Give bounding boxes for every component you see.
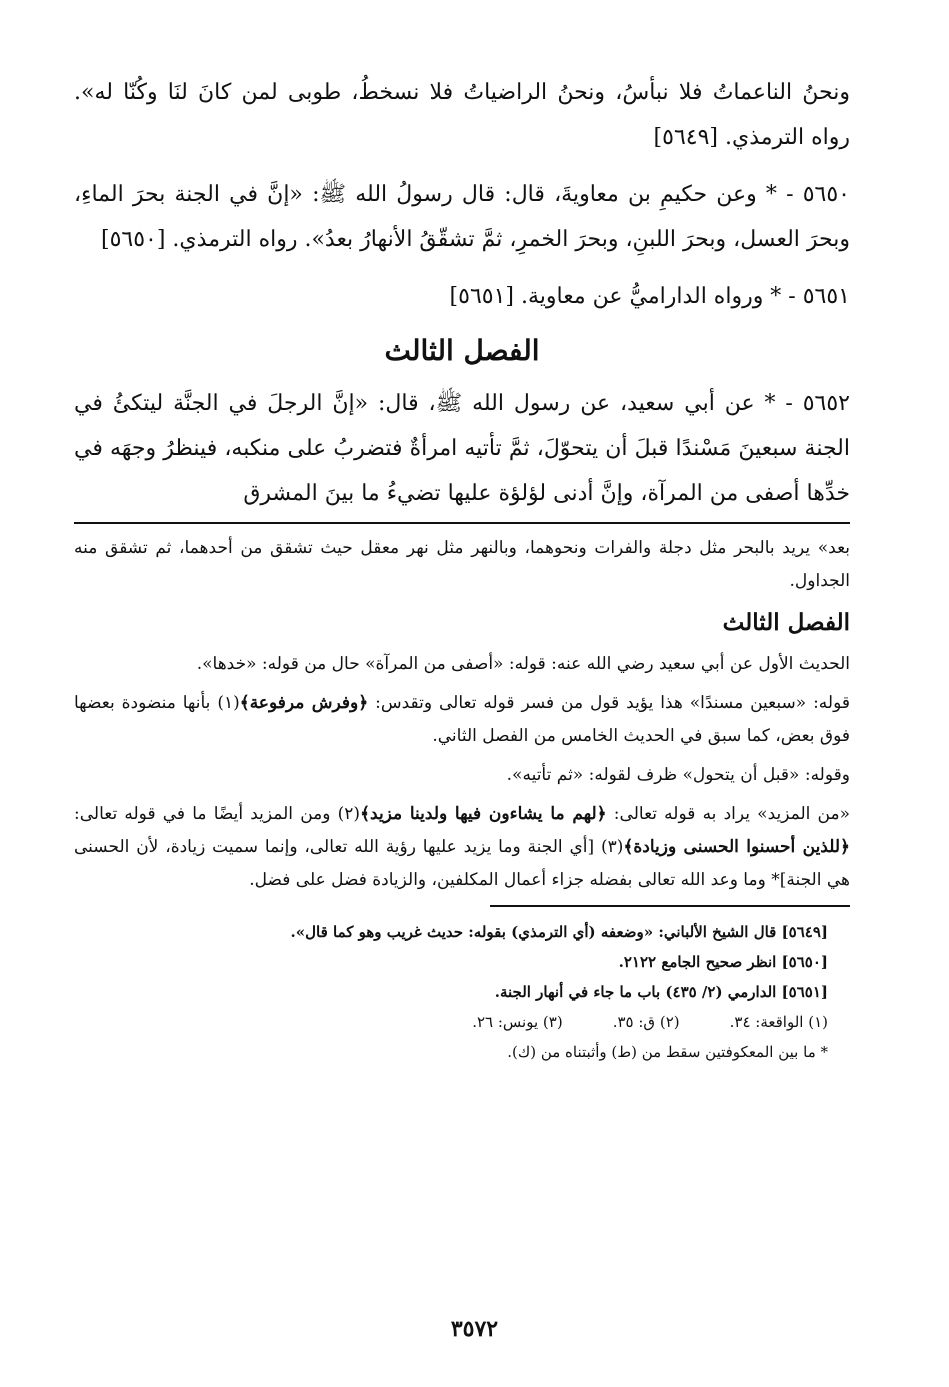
commentary-para-5-text-a: «من المزيد» يراد به قوله تعالى:	[606, 804, 850, 824]
commentary-para-5	[74, 798, 850, 897]
commentary-para-3-text-a: قوله: «سبعين مسندًا» هذا يؤيد قول من فسر قوله تعالى وتقدس:	[368, 693, 850, 713]
footnote-5650: [٥٦٥٠] انظر صحيح الجامع ٢١٢٢.	[618, 953, 828, 971]
quran-quote-3: ﴿للذين أحسنوا الحسنى وزيادة﴾	[623, 837, 850, 857]
page	[74, 70, 850, 1067]
quran-references	[74, 1007, 828, 1037]
hadith-5651: ٥٦٥١ - * ورواه الداراميُّ عن معاوية. [٥٦٥١]	[449, 284, 850, 309]
commentary-para-3	[74, 687, 850, 753]
quran-ref-1: (١) الواقعة: ٣٤.	[729, 1013, 828, 1031]
hadith-5649-ending: ونحنُ الناعماتُ فلا نبأسُ، ونحنُ الراضياتُ فلا نسخطُ، طوبى لمن كانَ لنَا وكُنّا له». رواه الترمذي. [٥٦٤٩]	[74, 80, 850, 150]
hadith-5650: ٥٦٥٠ - * وعن حكيمِ بن معاويةَ، قال: قال رسولُ الله ﷺ: «إنَّ في الجنة بحرَ الماءِ، وبحرَ العسل، وبحرَ اللبنِ، وبحرَ الخمرِ، ثمَّ تشقّقُ الأنهارُ بعدُ». رواه الترمذي. [٥٦٥٠]	[74, 182, 850, 252]
quran-quote-2: ﴿لهم ما يشاءون فيها ولدينا مزيد﴾	[360, 804, 607, 824]
section-heading: الفصل الثالث	[384, 334, 540, 367]
footnote-5651: [٥٦٥١] الدارمي (٢/ ٤٣٥) باب ما جاء في أنهار الجنة.	[494, 983, 828, 1001]
commentary-para-5-text-c: (٣) [أي الجنة وما يزيد عليها رؤية الله تعالى، وإنما سميت زيادة، لأن الحسنى هي الجنة]* وما وعد الله تعالى بفضله جزاء أعمال المكلفين، والزيادة فضل على فضل.	[74, 837, 850, 890]
page-number: ٣٥٧٢	[450, 1316, 499, 1342]
footnote-5649: [٥٦٤٩] قال الشيخ الألباني: «وضعفه (أي الترمذي) بقوله: حديث غريب وهو كما قال».	[290, 923, 828, 941]
commentary	[74, 532, 850, 897]
commentary-para-3-text-b: (١) بأنها منضودة بعضها فوق بعض، كما سبق في الحديث الخامس من الفصل الثاني.	[74, 693, 850, 746]
quran-ref-2: (٢) ق: ٣٥.	[612, 1013, 680, 1031]
commentary-divider	[74, 522, 850, 524]
commentary-para-1: بعد» يريد بالبحر مثل دجلة والفرات ونحوهما، وبالنهر مثل نهر معقل حيث تشقق من أحدهما، ثم تشقق منه الجداول.	[74, 538, 850, 591]
commentary-subheading: الفصل الثالث	[722, 609, 850, 636]
footnotes	[74, 917, 850, 1067]
quran-ref-3: (٣) يونس: ٢٦.	[472, 1013, 563, 1031]
commentary-para-5-text-b: (٢) ومن المزيد أيضًا ما في قوله تعالى:	[74, 804, 361, 824]
commentary-para-4: وقوله: «قبل أن يتحول» ظرف لقوله: «ثم تأتيه».	[506, 765, 850, 785]
hadith-5652: ٥٦٥٢ - * عن أبي سعيد، عن رسول الله ﷺ، قال: «إنَّ الرجلَ في الجنَّة ليتكئُ في الجنة سبعينَ مَسْندًا قبلَ أن يتحوّلَ، ثمَّ تأتيه امرأةٌ فتضربُ على منكبه، فينظرُ وجهَه في خدِّها أصفى من المرآة، وإنَّ أدنى لؤلؤة عليها تضيءُ ما بينَ المشرق	[74, 391, 850, 506]
quran-quote-1: ﴿وفرش مرفوعة﴾	[239, 693, 369, 713]
footnotes-divider	[490, 905, 850, 907]
commentary-para-2: الحديث الأول عن أبي سعيد رضي الله عنه: قوله: «أصفى من المرآة» حال من قوله: «خدها».	[196, 654, 850, 674]
main-text	[74, 70, 850, 516]
editorial-note: * ما بين المعكوفتين سقط من (ط) وأثبتناه من (ك).	[507, 1043, 828, 1061]
